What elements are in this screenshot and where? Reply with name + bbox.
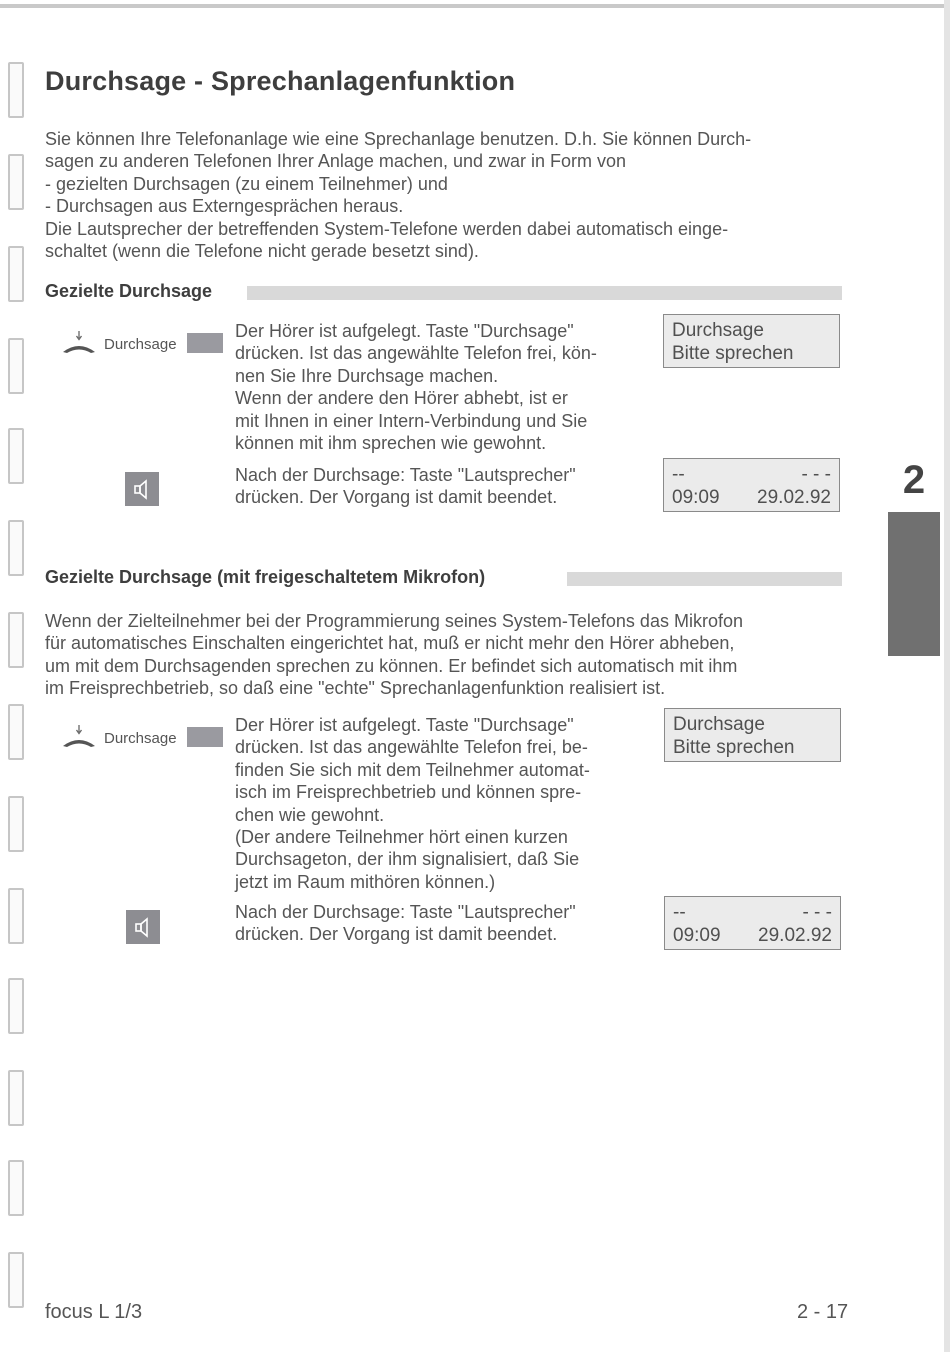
text-line: isch im Freisprechbetrieb und können spre- [235, 782, 582, 803]
lautsprecher-key[interactable] [125, 472, 159, 506]
intro-line: - gezielten Durchsagen (zu einem Teilnehmer) und [45, 173, 448, 194]
top-edge-line [0, 4, 945, 8]
text-line: Nach der Durchsage: Taste "Lautsprecher" [235, 465, 576, 485]
text-line: (Der andere Teilnehmer hört einen kurzen [235, 827, 568, 848]
speaker-icon [131, 915, 155, 939]
intro-line: Sie können Ihre Telefonanlage wie eine Sprechanlage benutzen. D.h. Sie können Durch- [45, 129, 752, 149]
text-line: um mit dem Durchsagenden sprechen zu können. Er befindet sich automatisch mit ihm [45, 655, 738, 676]
durchsage-key-group [61, 724, 231, 748]
display-date: 29.02.92 [757, 487, 831, 508]
text-line: Der Hörer ist aufgelegt. Taste "Durchsage" [235, 715, 574, 735]
display-dashes-left: -- [672, 464, 685, 485]
text-line: Wenn der Zielteilnehmer bei der Programmierung seines System-Telefons das Mikrofon [45, 611, 743, 631]
text-line: Durchsageton, der ihm signalisiert, daß Sie [235, 849, 580, 870]
display-dashes-right: - - - [802, 902, 832, 923]
text-line: drücken. Ist das angewählte Telefon frei, kön- [235, 343, 597, 364]
text-line: mit Ihnen in einer Intern-Verbindung und Sie [235, 410, 588, 431]
lautsprecher-key[interactable] [126, 910, 160, 944]
display-idle [664, 896, 841, 950]
text-line: nen Sie Ihre Durchsage machen. [235, 365, 499, 386]
display-time: 09:09 [672, 487, 720, 508]
durchsage-key-group [61, 330, 231, 354]
chapter-number: 2 [902, 458, 926, 502]
display-idle [663, 458, 840, 512]
durchsage-key-button[interactable] [187, 333, 223, 353]
intro-line: schaltet (wenn die Telefone nicht gerade besetzt sind). [45, 241, 479, 262]
display-date: 29.02.92 [758, 925, 832, 946]
section-heading-label: Gezielte Durchsage (mit freigeschaltetem Mikrofon) [45, 567, 486, 587]
intro-line: sagen zu anderen Telefonen Ihrer Anlage machen, und zwar in Form von [45, 151, 627, 172]
intro-line: Die Lautsprecher der betreffenden System-Telefone werden dabei automatisch einge- [45, 218, 729, 239]
text-line: können mit ihm sprechen wie gewohnt. [235, 433, 547, 454]
handset-down-icon [61, 330, 97, 354]
chapter-tab-marker [888, 512, 940, 656]
section-heading-rule [247, 286, 842, 300]
text-line: Wenn der andere den Hörer abhebt, ist er [235, 388, 568, 409]
text-line: für automatisches Einschalten eingerichtet hat, muß er nicht mehr den Hörer abheben, [45, 633, 735, 654]
display-line2: Bitte sprechen [673, 737, 795, 758]
display-time: 09:09 [673, 925, 721, 946]
section-heading-rule [567, 572, 842, 586]
durchsage-key-label: Durchsage [104, 730, 177, 747]
section-heading-gezielte-durchsage [45, 281, 842, 305]
text-line: finden Sie sich mit dem Teilnehmer automat- [235, 759, 590, 780]
text-line: jetzt im Raum mithören können.) [235, 871, 496, 892]
display-line1: Durchsage [672, 320, 764, 341]
footer-page-number: 2 - 17 [797, 1301, 849, 1323]
display-line1: Durchsage [673, 714, 765, 735]
step1-text [235, 714, 655, 893]
section-heading-label: Gezielte Durchsage [45, 281, 213, 301]
handset-down-icon [61, 724, 97, 748]
text-line: im Freisprechbetrieb, so daß eine "echte" Sprechanlagenfunktion realisiert ist. [45, 678, 666, 699]
footer-product: focus L 1/3 [45, 1301, 143, 1323]
section-heading-mikrofon [45, 567, 842, 591]
intro-line: - Durchsagen aus Externgesprächen heraus. [45, 196, 404, 217]
right-edge-shadow [944, 0, 950, 1352]
text-line: chen wie gewohnt. [235, 804, 385, 825]
speaker-icon [130, 477, 154, 501]
section2-intro [45, 610, 865, 700]
text-line: drücken. Der Vorgang ist damit beendet. [235, 924, 558, 945]
text-line: Der Hörer ist aufgelegt. Taste "Durchsage" [235, 321, 574, 341]
text-line: drücken. Ist das angewählte Telefon frei, be- [235, 737, 588, 758]
step1-text [235, 320, 655, 454]
display-dashes-left: -- [673, 902, 686, 923]
text-line: Nach der Durchsage: Taste "Lautsprecher" [235, 902, 576, 922]
durchsage-key-button[interactable] [187, 727, 223, 747]
step2-text [235, 464, 655, 509]
durchsage-key-label: Durchsage [104, 336, 177, 353]
intro-paragraph [45, 128, 865, 262]
display-dashes-right: - - - [801, 464, 831, 485]
text-line: drücken. Der Vorgang ist damit beendet. [235, 487, 558, 508]
display-line2: Bitte sprechen [672, 343, 794, 364]
display-durchsage [664, 708, 841, 762]
page-title: Durchsage - Sprechanlagenfunktion [45, 66, 516, 96]
step2-text [235, 901, 655, 946]
display-durchsage [663, 314, 840, 368]
